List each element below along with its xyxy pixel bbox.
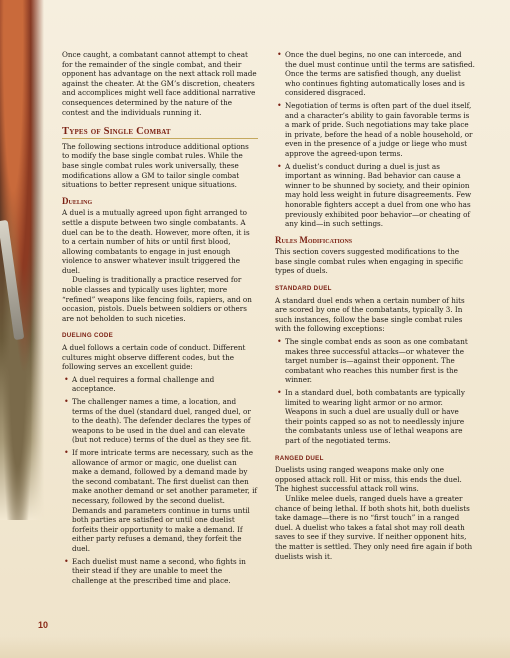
dueling-code-heading: DUELING CODE (62, 332, 114, 340)
left-column (62, 50, 258, 588)
dueling-code-paragraph: A duel follows a certain code of conduct. Different cultures might observe different codes, but the following serves an excellent guide: (62, 343, 246, 372)
list-item: • The challenger names a time, a location, and terms of the duel (standard duel, ranged duel, or to the death). The defender declares the types of weapons to be used in the duel and can elevate (but not reduce) terms of the duel as they see fit. (62, 397, 258, 445)
list-item: • If more intricate terms are necessary, such as the allowance of armor or magic, one duelist can make a demand, followed by a demand made by the second combatant. The first duelist can then make another demand or set another parameter, if necessary, followed by the second duelist. Demands and parameters continue in turns until both parties are satisfied or until one duelist forfeits their opportunity to make a demand. If either party refuses a demand, they forfeit the duel. (62, 448, 258, 554)
list-item: • A duelist’s conduct during a duel is just as important as winning. Bad behavior can cause a winner to be shunned by society, and their opinion may hold less weight in future disagreements. Few honorable fighters accept a duel from one who has previously exhibited poor behavior—or cheating of any kind—in such settings. (275, 162, 475, 229)
dueling-paragraph-1: A duel is a mutually agreed upon fight arranged to settle a dispute between two single combatants. A duel can be to the death. However, more often, it is to a certain number of hits or until first blood, allowing combatants to engage in just enough violence to answer whatever insult triggered the duel. (62, 208, 250, 275)
dueling-code-list (62, 375, 258, 585)
right-column (275, 50, 475, 561)
list-item: • Each duelist must name a second, who fights in their stead if they are unable to meet the challenge at the prescribed time and place. (62, 557, 258, 586)
intro-paragraph: Once caught, a combatant cannot attempt to cheat for the remainder of the single combat, and their opponent has advantage on the next attack roll made against the cheater. At the GM’s discretion, cheaters and accomplices might well face additional narrative consequences determined by the nature of the contest and the individuals running it. (62, 50, 257, 117)
ranged-duel-paragraph-1: Duelists using ranged weapons make only one opposed attack roll. Hit or miss, this ends the duel. The highest successful attack roll wins. (275, 465, 462, 494)
dueling-code-list-continued (275, 50, 475, 229)
dueling-heading: Dueling (62, 195, 93, 206)
rules-paragraph: This section covers suggested modifications to the base single combat rules when engaging in specific types of duels. (275, 247, 464, 276)
list-item: • Once the duel begins, no one can intercede, and the duel must continue until the terms are satisfied. Once the terms are satisfied though, any duelist who continues fighting automatically loses and is considered disgraced. (275, 50, 475, 98)
list-item: • Negotiation of terms is often part of the duel itself, and a character’s ability to gain favorable terms is a mark of pride. Such negotiations may take place in private, before the head of a noble household, or even in the presence of a judge or liege who must approve the agreed-upon terms. (275, 101, 475, 159)
footer-band (0, 636, 510, 658)
rules-modifications-heading: Rules Modifications (275, 234, 353, 245)
dueling-paragraph-2: Dueling is traditionally a practice reserved for noble classes and typically uses lighter, more “refined” weapons like fencing foils, rapiers, and on occasion, pistols. Duels between soldiers or others are not beholden to such niceties. (62, 275, 252, 323)
illustration-warrior (0, 0, 44, 520)
types-paragraph: The following sections introduce additional options to modify the base single combat rules. While the base single combat rules work universally, these modifications allow a GM to tailor single combat situations to better represent unique situations. (62, 141, 249, 190)
ranged-duel-paragraph-2: Unlike melee duels, ranged duels have a greater chance of being lethal. If both shots hit, both duelists take damage—there is no “first touch” in a ranged duel. A duelist who takes a fatal shot may roll death saves to see if they survive. If neither opponent hits, the matter is settled. They only need fire again if both duelists wish it. (275, 493, 473, 561)
list-item: • A duel requires a formal challenge and acceptance. (62, 375, 258, 394)
standard-duel-paragraph: A standard duel ends when a certain number of hits are scored by one of the combatants, typically 3. In such instances, follow the base single combat rules with the following exceptions: (275, 295, 465, 334)
ranged-duel-heading: RANGED DUEL (275, 454, 324, 462)
sword-blade-art (0, 220, 24, 340)
list-item: • The single combat ends as soon as one combatant makes three successful attacks—or whatever the target number is—against their opponent. The combatant who reaches this number first is the winner. (275, 337, 475, 385)
types-heading: Types of Single Combat (62, 127, 258, 139)
standard-duel-heading: STANDARD DUEL (275, 285, 332, 293)
list-item: • In a standard duel, both combatants are typically limited to wearing light armor or no armor. Weapons in such a duel are usually dull or have their points capped so as not to needlessly injure the combatants unless use of lethal weapons are part of the negotiated terms. (275, 388, 475, 446)
page-number: 10 (38, 620, 49, 630)
standard-duel-list (275, 337, 475, 446)
